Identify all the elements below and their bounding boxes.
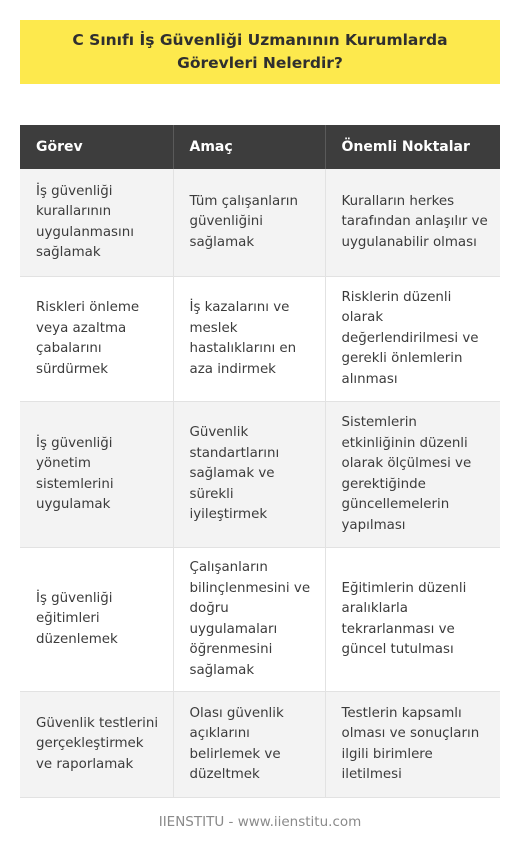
page-title: C Sınıfı İş Güvenliği Uzmanının Kurumlarda Görevleri Nelerdir? bbox=[72, 31, 448, 72]
table-cell: Tüm çalışanların güvenliğini sağlamak bbox=[173, 169, 325, 277]
table-cell: Çalışanların bilinçlenmesini ve doğru uygulamaları öğrenmesini sağlamak bbox=[173, 548, 325, 692]
table-cell: Güvenlik testlerini gerçekleştirmek ve raporlamak bbox=[20, 692, 173, 798]
table-cell: İş güvenliği kurallarının uygulanmasını sağlamak bbox=[20, 169, 173, 277]
table-row bbox=[20, 692, 500, 798]
table-cell: Güvenlik standartlarını sağlamak ve sürekli iyileştirmek bbox=[173, 402, 325, 548]
table-cell: Riskleri önleme veya azaltma çabalarını sürdürmek bbox=[20, 277, 173, 402]
table-header-row bbox=[20, 125, 500, 169]
table-cell: Testlerin kapsamlı olması ve sonuçların ilgili birimlere iletilmesi bbox=[325, 692, 500, 798]
table-row bbox=[20, 277, 500, 402]
table-cell: Sistemlerin etkinliğinin düzenli olarak ölçülmesi ve gerektiğinde güncellemelerin yapılması bbox=[325, 402, 500, 548]
title-banner bbox=[20, 20, 500, 84]
table-cell: İş güvenliği eğitimleri düzenlemek bbox=[20, 548, 173, 692]
table-cell: Eğitimlerin düzenli aralıklarla tekrarlanması ve güncel tutulması bbox=[325, 548, 500, 692]
table-cell: İş güvenliği yönetim sistemlerini uygulamak bbox=[20, 402, 173, 548]
duties-table bbox=[20, 125, 500, 798]
column-header-gorev: Görev bbox=[20, 125, 173, 169]
table-row bbox=[20, 169, 500, 277]
table-cell: Kuralların herkes tarafından anlaşılır ve uygulanabilir olması bbox=[325, 169, 500, 277]
table-cell: İş kazalarını ve meslek hastalıklarını en aza indirmek bbox=[173, 277, 325, 402]
column-header-onemli-noktalar: Önemli Noktalar bbox=[325, 125, 500, 169]
column-header-amac: Amaç bbox=[173, 125, 325, 169]
footer-credit: IIENSTITU - www.iienstitu.com bbox=[158, 814, 362, 830]
table-row bbox=[20, 548, 500, 692]
table-row bbox=[20, 402, 500, 548]
table-cell: Risklerin düzenli olarak değerlendirilmesi ve gerekli önlemlerin alınması bbox=[325, 277, 500, 402]
table-cell: Olası güvenlik açıklarını belirlemek ve düzeltmek bbox=[173, 692, 325, 798]
